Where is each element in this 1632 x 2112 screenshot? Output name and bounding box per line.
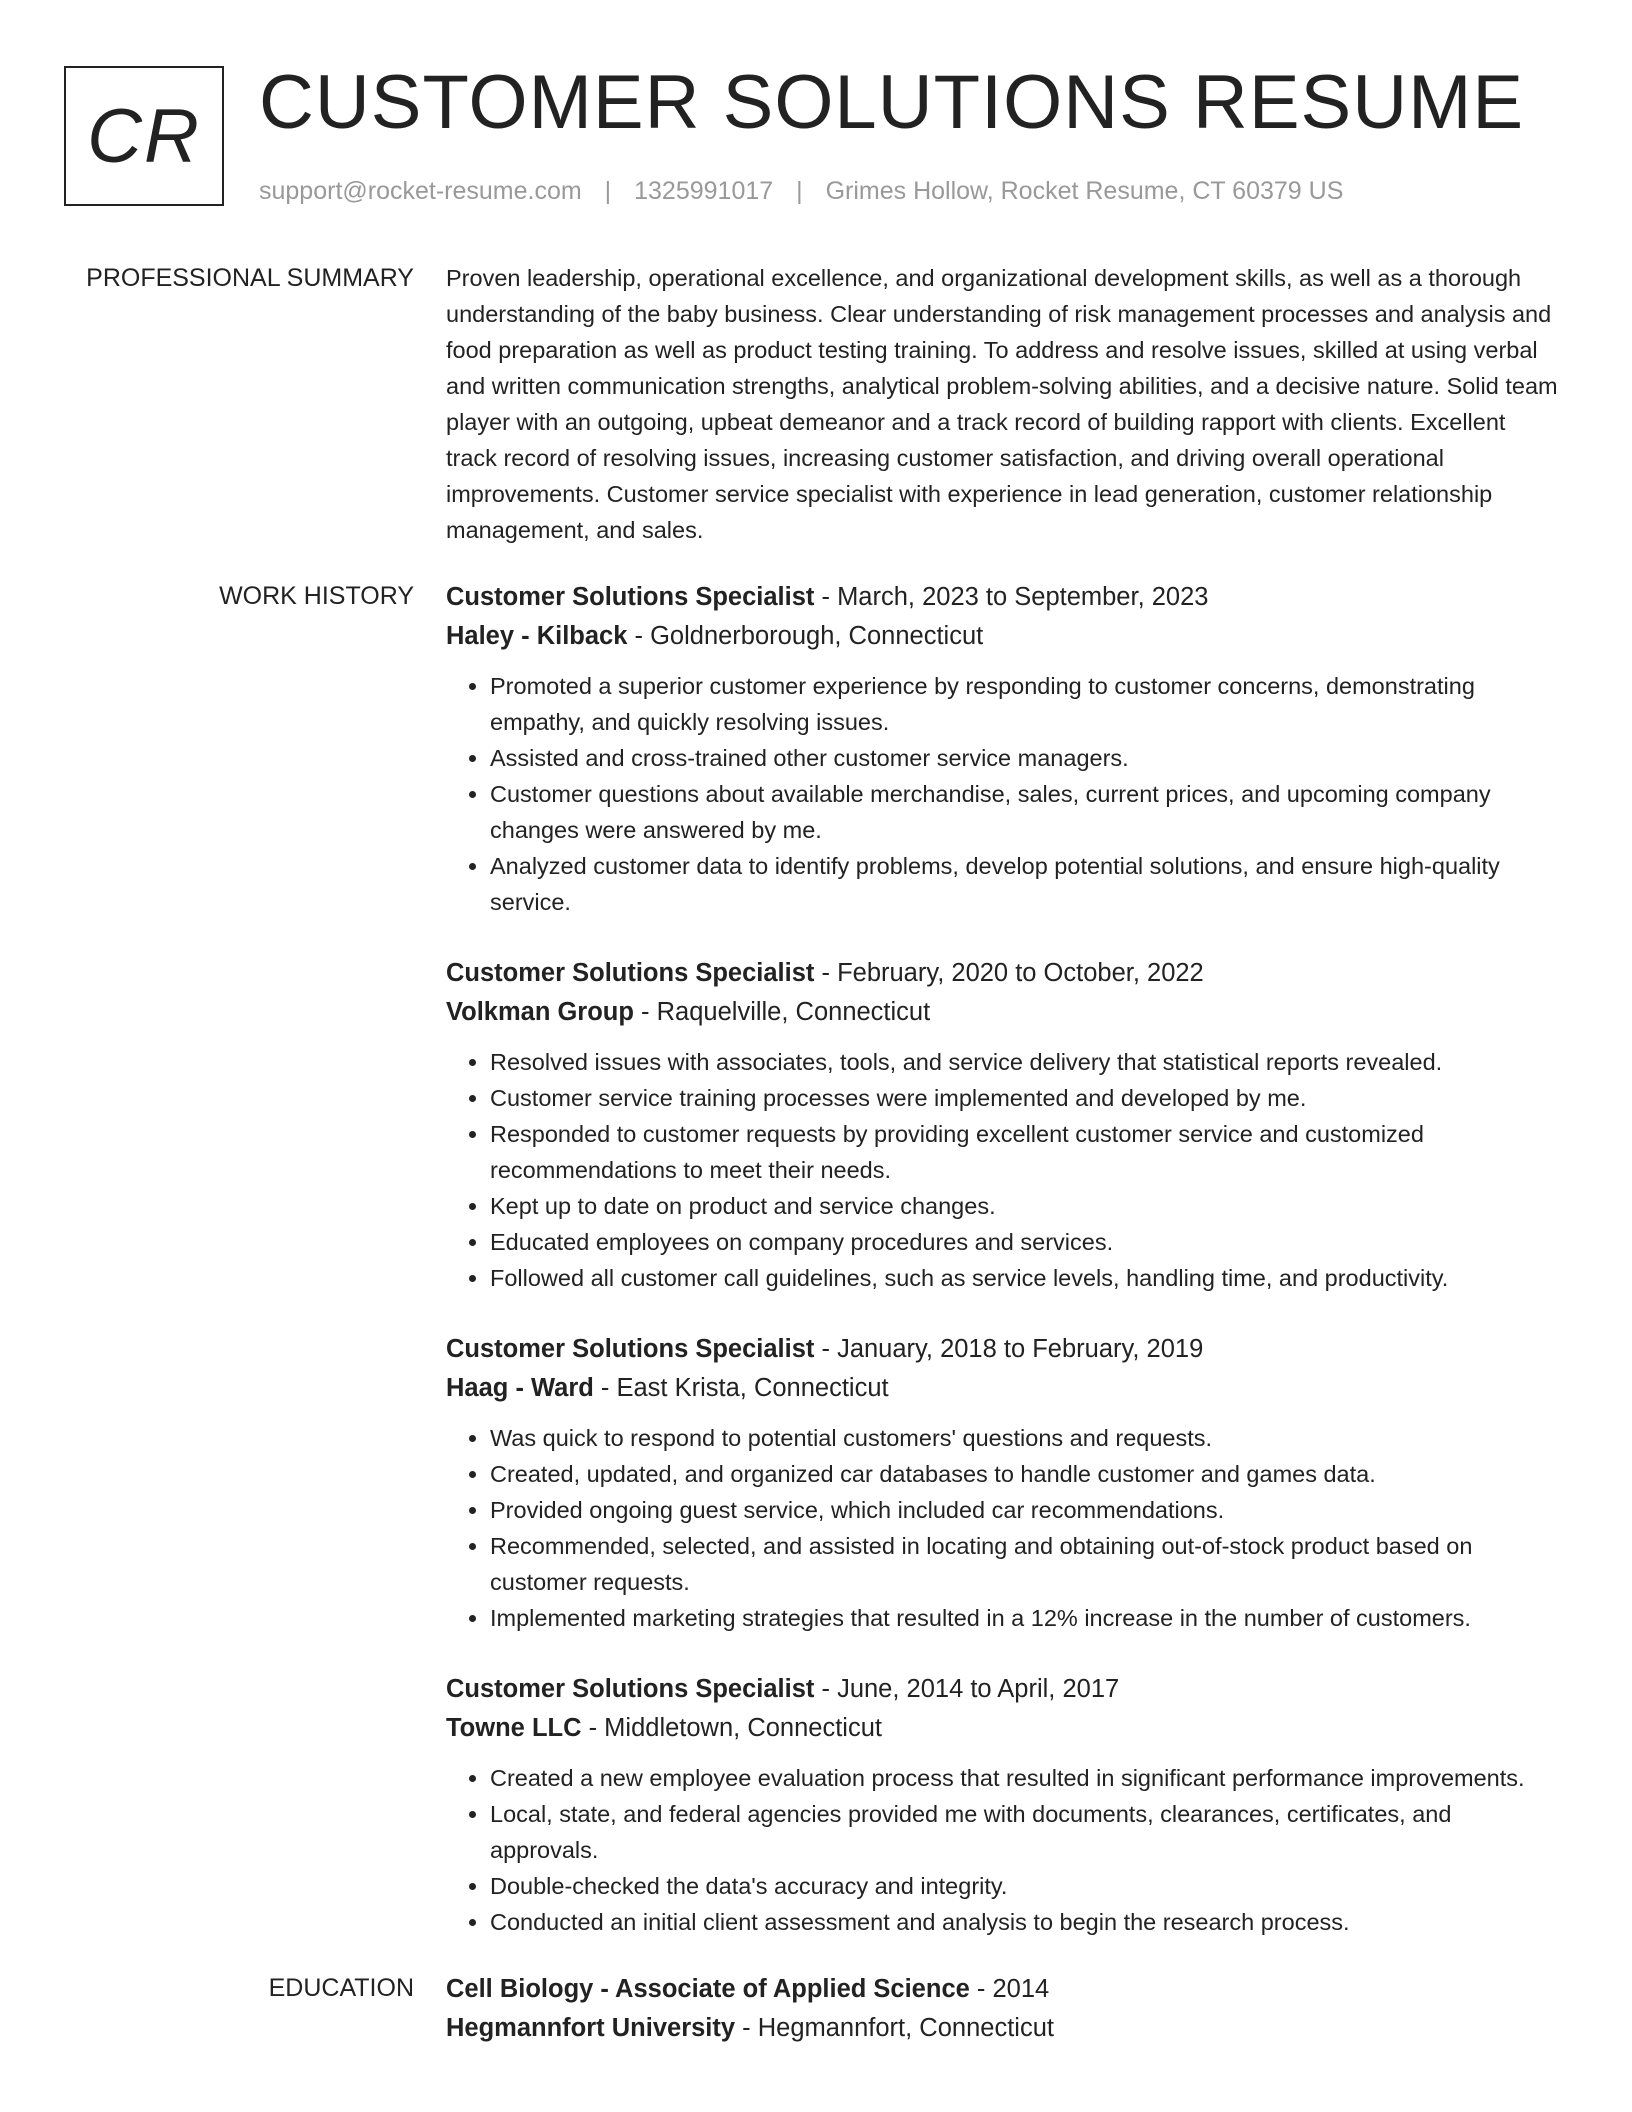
job-bullet: • Customer service training processes were implemented and developed by me.: [490, 1080, 1558, 1116]
summary-heading: PROFESSIONAL SUMMARY: [86, 264, 414, 292]
contact-email: support@rocket-resume.com: [259, 177, 582, 205]
job-bullet-list: [446, 1760, 1558, 1940]
job-bullet: • Assisted and cross-trained other customer service managers.: [490, 740, 1558, 776]
job-bullet: • Recommended, selected, and assisted in locating and obtaining out-of-stock product based on customer requests.: [490, 1528, 1558, 1600]
job-bullet: • Resolved issues with associates, tools, and service delivery that statistical reports revealed.: [490, 1044, 1558, 1080]
contact-address: Grimes Hollow, Rocket Resume, CT 60379 US: [825, 177, 1344, 205]
work-history-heading: WORK HISTORY: [219, 582, 414, 610]
job-company-line: [446, 993, 1558, 1032]
job-entry: [446, 1330, 1558, 1636]
job-company: Haag - Ward: [446, 1374, 594, 1402]
job-bullet: • Customer questions about available merchandise, sales, current prices, and upcoming company changes were answered by me.: [490, 776, 1558, 848]
job-company-line: [446, 1709, 1558, 1748]
job-title-line: [446, 578, 1558, 617]
contact-line: [259, 174, 1343, 208]
job-entry: [446, 1670, 1558, 1940]
contact-separator: |: [604, 177, 612, 205]
job-company-line: [446, 1369, 1558, 1408]
job-location: - Middletown, Connecticut: [581, 1714, 882, 1742]
summary-section: [0, 260, 1632, 548]
job-company: Towne LLC: [446, 1714, 582, 1742]
job-bullet: • Followed all customer call guidelines, such as service levels, handling time, and productivity.: [490, 1260, 1558, 1296]
school-location: - Hegmannfort, Connecticut: [735, 2014, 1054, 2042]
monogram-initials: CR: [87, 93, 201, 179]
school-line: [446, 2009, 1558, 2048]
job-bullet-list: [446, 668, 1558, 920]
job-company: Volkman Group: [446, 998, 634, 1026]
job-title: Customer Solutions Specialist: [446, 583, 815, 611]
education-body: [446, 1970, 1558, 2048]
job-title-line: [446, 954, 1558, 993]
job-bullet: • Conducted an initial client assessment and analysis to begin the research process.: [490, 1904, 1558, 1940]
contact-phone: 1325991017: [634, 177, 774, 205]
job-entry: [446, 954, 1558, 1296]
degree-name: Cell Biology - Associate of Applied Science: [446, 1975, 970, 2003]
summary-text: Proven leadership, operational excellence, and organizational development skills, as well as a thorough understanding of the baby business. Clear understanding of risk management processes and analysis and food preparation as well as product testing training. To address and resolve issues, skilled at using verbal and written communication strengths, analytical problem-solving abilities, and a decisive nature. Solid team player with an outgoing, upbeat demeanor and a track record of building rapport with clients. Excellent track record of resolving issues, increasing customer satisfaction, and driving overall operational improvements. Customer service specialist with experience in lead generation, customer relationship management, and sales.: [446, 265, 1558, 543]
job-bullet: • Was quick to respond to potential customers' questions and requests.: [490, 1420, 1558, 1456]
job-bullet: • Created, updated, and organized car databases to handle customer and games data.: [490, 1456, 1558, 1492]
job-dates: - January, 2018 to February, 2019: [814, 1335, 1204, 1363]
job-bullet-list: [446, 1420, 1558, 1636]
summary-body: [446, 260, 1558, 548]
job-title-line: [446, 1670, 1558, 1709]
job-bullet: • Implemented marketing strategies that resulted in a 12% increase in the number of customers.: [490, 1600, 1558, 1636]
job-company-line: [446, 617, 1558, 656]
job-title: Customer Solutions Specialist: [446, 1335, 815, 1363]
job-bullet: • Provided ongoing guest service, which included car recommendations.: [490, 1492, 1558, 1528]
job-entry: [446, 578, 1558, 920]
work-history-body: [446, 578, 1558, 1940]
job-location: - Goldnerborough, Connecticut: [627, 622, 984, 650]
monogram-box: [64, 66, 224, 206]
job-dates: - March, 2023 to September, 2023: [814, 583, 1209, 611]
resume-title: CUSTOMER SOLUTIONS RESUME: [259, 60, 1525, 145]
job-bullet: • Kept up to date on product and service changes.: [490, 1188, 1558, 1224]
education-heading: EDUCATION: [268, 1974, 414, 2002]
job-title: Customer Solutions Specialist: [446, 1675, 815, 1703]
job-bullet: • Promoted a superior customer experience by responding to customer concerns, demonstrating empathy, and quickly resolving issues.: [490, 668, 1558, 740]
job-bullet-list: [446, 1044, 1558, 1296]
school-name: Hegmannfort University: [446, 2014, 736, 2042]
resume-sections: [0, 260, 1632, 2078]
job-company: Haley - Kilback: [446, 622, 628, 650]
job-bullet: • Double-checked the data's accuracy and integrity.: [490, 1868, 1558, 1904]
job-location: - East Krista, Connecticut: [593, 1374, 889, 1402]
job-bullet: • Analyzed customer data to identify problems, develop potential solutions, and ensure high-quality service.: [490, 848, 1558, 920]
job-dates: - February, 2020 to October, 2022: [814, 959, 1204, 987]
degree-line: [446, 1970, 1558, 2009]
job-bullet: • Local, state, and federal agencies provided me with documents, clearances, certificates, and approvals.: [490, 1796, 1558, 1868]
job-location: - Raquelville, Connecticut: [633, 998, 931, 1026]
job-bullet: • Created a new employee evaluation process that resulted in significant performance improvements.: [490, 1760, 1558, 1796]
job-bullet: • Responded to customer requests by providing excellent customer service and customized recommendations to meet their needs.: [490, 1116, 1558, 1188]
work-history-section: [0, 578, 1632, 1940]
job-title: Customer Solutions Specialist: [446, 959, 815, 987]
contact-separator: |: [796, 177, 803, 205]
job-bullet: • Educated employees on company procedures and services.: [490, 1224, 1558, 1260]
job-title-line: [446, 1330, 1558, 1369]
degree-year: - 2014: [969, 1975, 1050, 2003]
job-dates: - June, 2014 to April, 2017: [814, 1675, 1120, 1703]
education-section: [0, 1970, 1632, 2048]
